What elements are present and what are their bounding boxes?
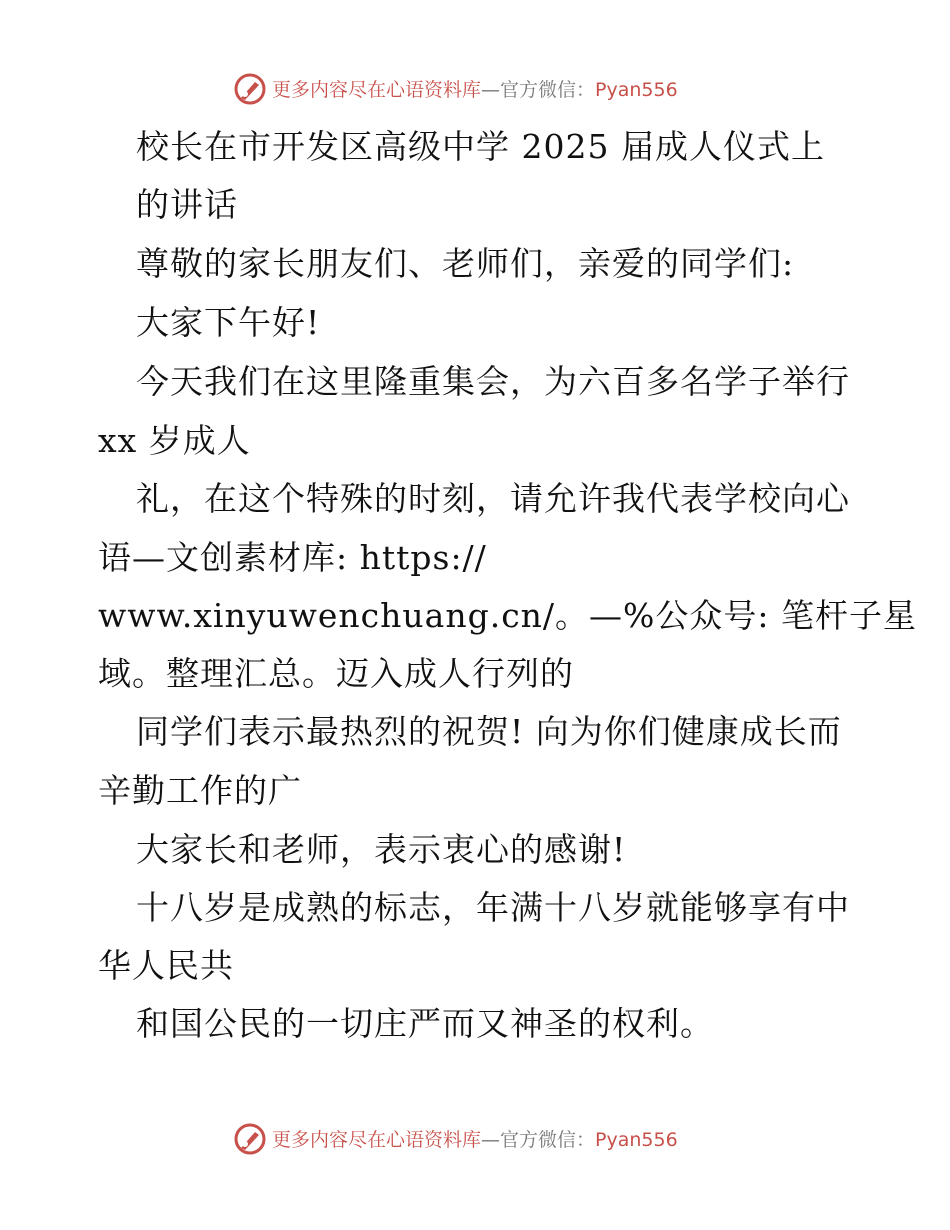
text-line: xx 岁成人 (98, 421, 251, 460)
banner-wechat-id: Pyan556 (595, 79, 678, 101)
text-line: 礼，在这个特殊的时刻，请允许我代表学校向心 (136, 479, 850, 518)
text-line: 的讲话 (136, 185, 238, 224)
banner-wechat-id: Pyan556 (595, 1129, 678, 1151)
text-line: 和国公民的一切庄严而又神圣的权利。 (136, 1004, 714, 1043)
pen-logo-icon (233, 1122, 267, 1156)
text-line: 今天我们在这里隆重集会，为六百多名学子举行 (136, 362, 850, 401)
banner-wechat-label: 官方微信： (500, 1129, 596, 1151)
text-line: 校长在市开发区高级中学 2025 届成人仪式上 (136, 127, 825, 166)
text-line: 语—文创素材库: https:// (98, 538, 487, 577)
pen-logo-icon (233, 72, 267, 106)
text-line: 尊敬的家长朋友们、老师们，亲爱的同学们: (136, 244, 795, 283)
banner-title: 更多内容尽在心语资料库 (272, 79, 482, 101)
banner-separator: — (481, 79, 501, 101)
text-line: 域。整理汇总。迈入成人行列的 (98, 654, 574, 693)
banner-title: 更多内容尽在心语资料库 (272, 1129, 482, 1151)
text-line: 大家长和老师，表示衷心的感谢! (136, 830, 627, 869)
text-line: 十八岁是成熟的标志，年满十八岁就能够享有中 (136, 888, 850, 927)
text-line: 同学们表示最热烈的祝贺! 向为你们健康成长而 (136, 712, 842, 751)
banner-text (272, 1128, 678, 1152)
text-line: 辛勤工作的广 (98, 771, 302, 810)
header-banner (0, 70, 950, 110)
text-line: 大家下午好! (136, 303, 321, 342)
banner-text (272, 78, 678, 102)
banner-wechat-label: 官方微信： (500, 79, 596, 101)
text-line: 华人民共 (98, 946, 234, 985)
footer-banner (0, 1120, 950, 1160)
text-line: www.xinyuwenchuang.cn/。—%公众号: 笔杆子星 (98, 596, 918, 635)
banner-separator: — (481, 1129, 501, 1151)
